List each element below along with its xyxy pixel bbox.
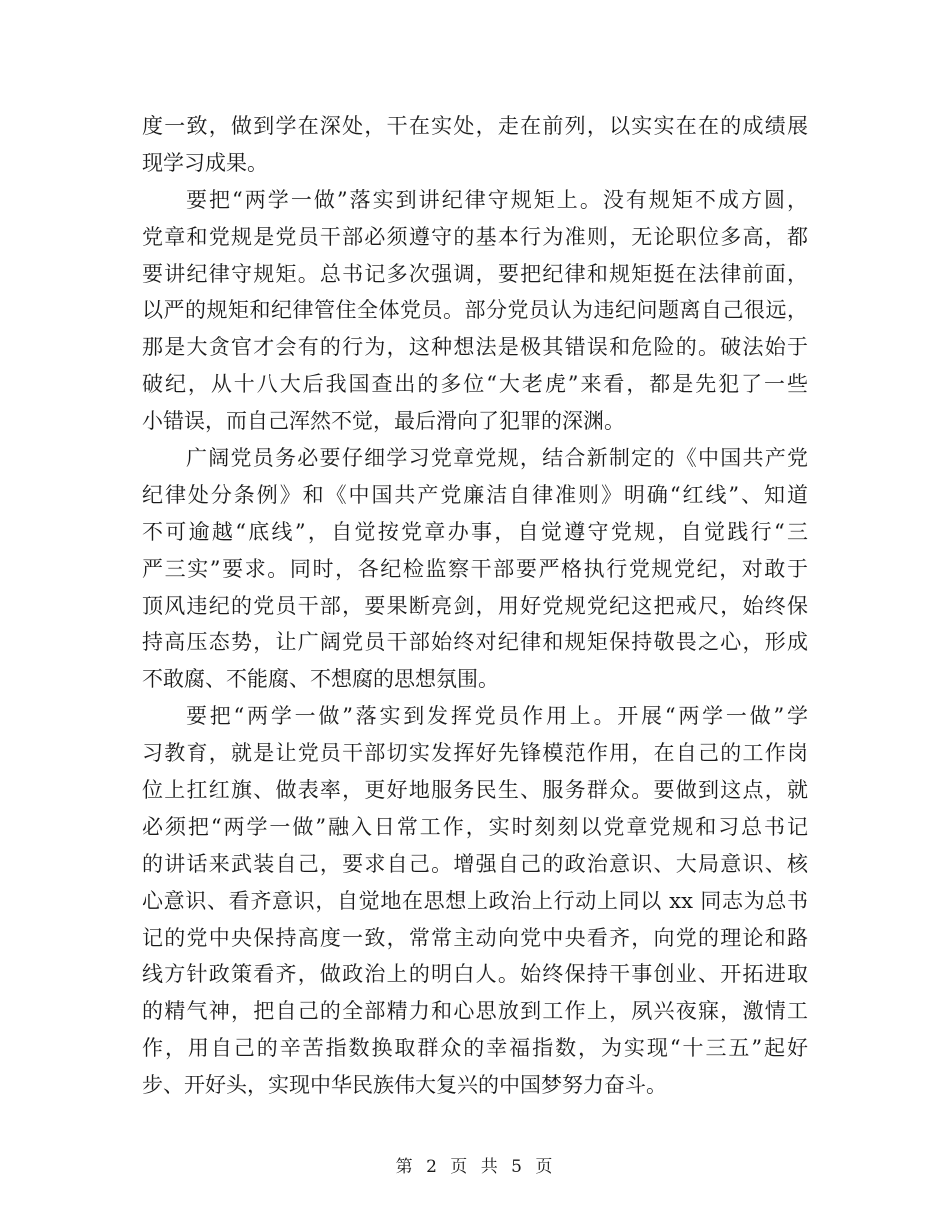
text-line: 的讲话来武装自己，要求自己。增强自己的政治意识、大局意识、核 (142, 851, 808, 876)
text-line: 持高压态势，让广阔党员干部始终对纪律和规矩保持敬畏之心，形成 (142, 630, 808, 655)
text-line: 严三实”要求。同时，各纪检监察干部要严格执行党规党纪，对敢于 (142, 556, 808, 581)
text-line: 那是大贪官才会有的行为，这种想法是极其错误和危险的。破法始于 (142, 335, 808, 360)
body-text (142, 108, 808, 1104)
text-line: 作，用自己的辛苦指数换取群众的幸福指数，为实现“十三五”起好 (142, 1036, 808, 1061)
text-line: 党章和党规是党员干部必须遵守的基本行为准则，无论职位多高，都 (142, 224, 808, 249)
text-line: 心意识、看齐意识，自觉地在思想上政治上行动上同以 xx 同志为总书 (142, 888, 808, 913)
text-line: 度一致，做到学在深处，干在实处，走在前列，以实实在在的成绩展 (142, 114, 808, 138)
text-line: 必须把“两学一做”融入日常工作，实时刻刻以党章党规和习总书记 (142, 814, 808, 839)
text-line: 要把“两学一做”落实到讲纪律守规矩上。没有规矩不成方圆， (186, 187, 808, 212)
text-line: 现学习成果。 (142, 150, 268, 175)
text-line: 习教育，就是让党员干部切实发挥好先锋模范作用，在自己的工作岗 (142, 741, 808, 766)
text-line: 记的党中央保持高度一致，常常主动向党中央看齐，向党的理论和路 (142, 925, 808, 950)
text-line: 的精气神，把自己的全部精力和心思放到工作上，夙兴夜寐，激情工 (142, 999, 808, 1024)
text-line: 破纪，从十八大后我国查出的多位“大老虎”来看，都是先犯了一些 (142, 372, 808, 397)
text-line: 要讲纪律守规矩。总书记多次强调，要把纪律和规矩挺在法律前面， (142, 261, 808, 286)
text-line: 要把“两学一做”落实到发挥党员作用上。开展“两学一做”学 (186, 704, 808, 729)
text-line: 顶风违纪的党员干部，要果断亮剑，用好党规党纪这把戒尺，始终保 (142, 593, 808, 618)
page-number-footer: 第 2 页 共 5 页 (395, 1157, 555, 1177)
text-line: 不可逾越“底线”，自觉按党章办事，自觉遵守党规，自觉践行“三 (142, 519, 808, 544)
text-line: 步、开好头，实现中华民族伟大复兴的中国梦努力奋斗。 (142, 1073, 667, 1098)
text-line: 位上扛红旗、做表率，更好地服务民生、服务群众。要做到这点，就 (142, 778, 808, 803)
text-line: 小错误，而自己浑然不觉，最后滑向了犯罪的深渊。 (142, 409, 625, 434)
text-line: 纪律处分条例》和《中国共产党廉洁自律准则》明确“红线”、知道 (142, 482, 808, 507)
text-line: 线方针政策看齐，做政治上的明白人。始终保持干事创业、开拓进取 (142, 962, 808, 987)
text-line: 以严的规矩和纪律管住全体党员。部分党员认为违纪问题离自己很远， (142, 298, 808, 323)
text-line: 不敢腐、不能腐、不想腐的思想氛围。 (142, 667, 499, 692)
text-line: 广阔党员务必要仔细学习党章党规，结合新制定的《中国共产党 (186, 446, 808, 471)
